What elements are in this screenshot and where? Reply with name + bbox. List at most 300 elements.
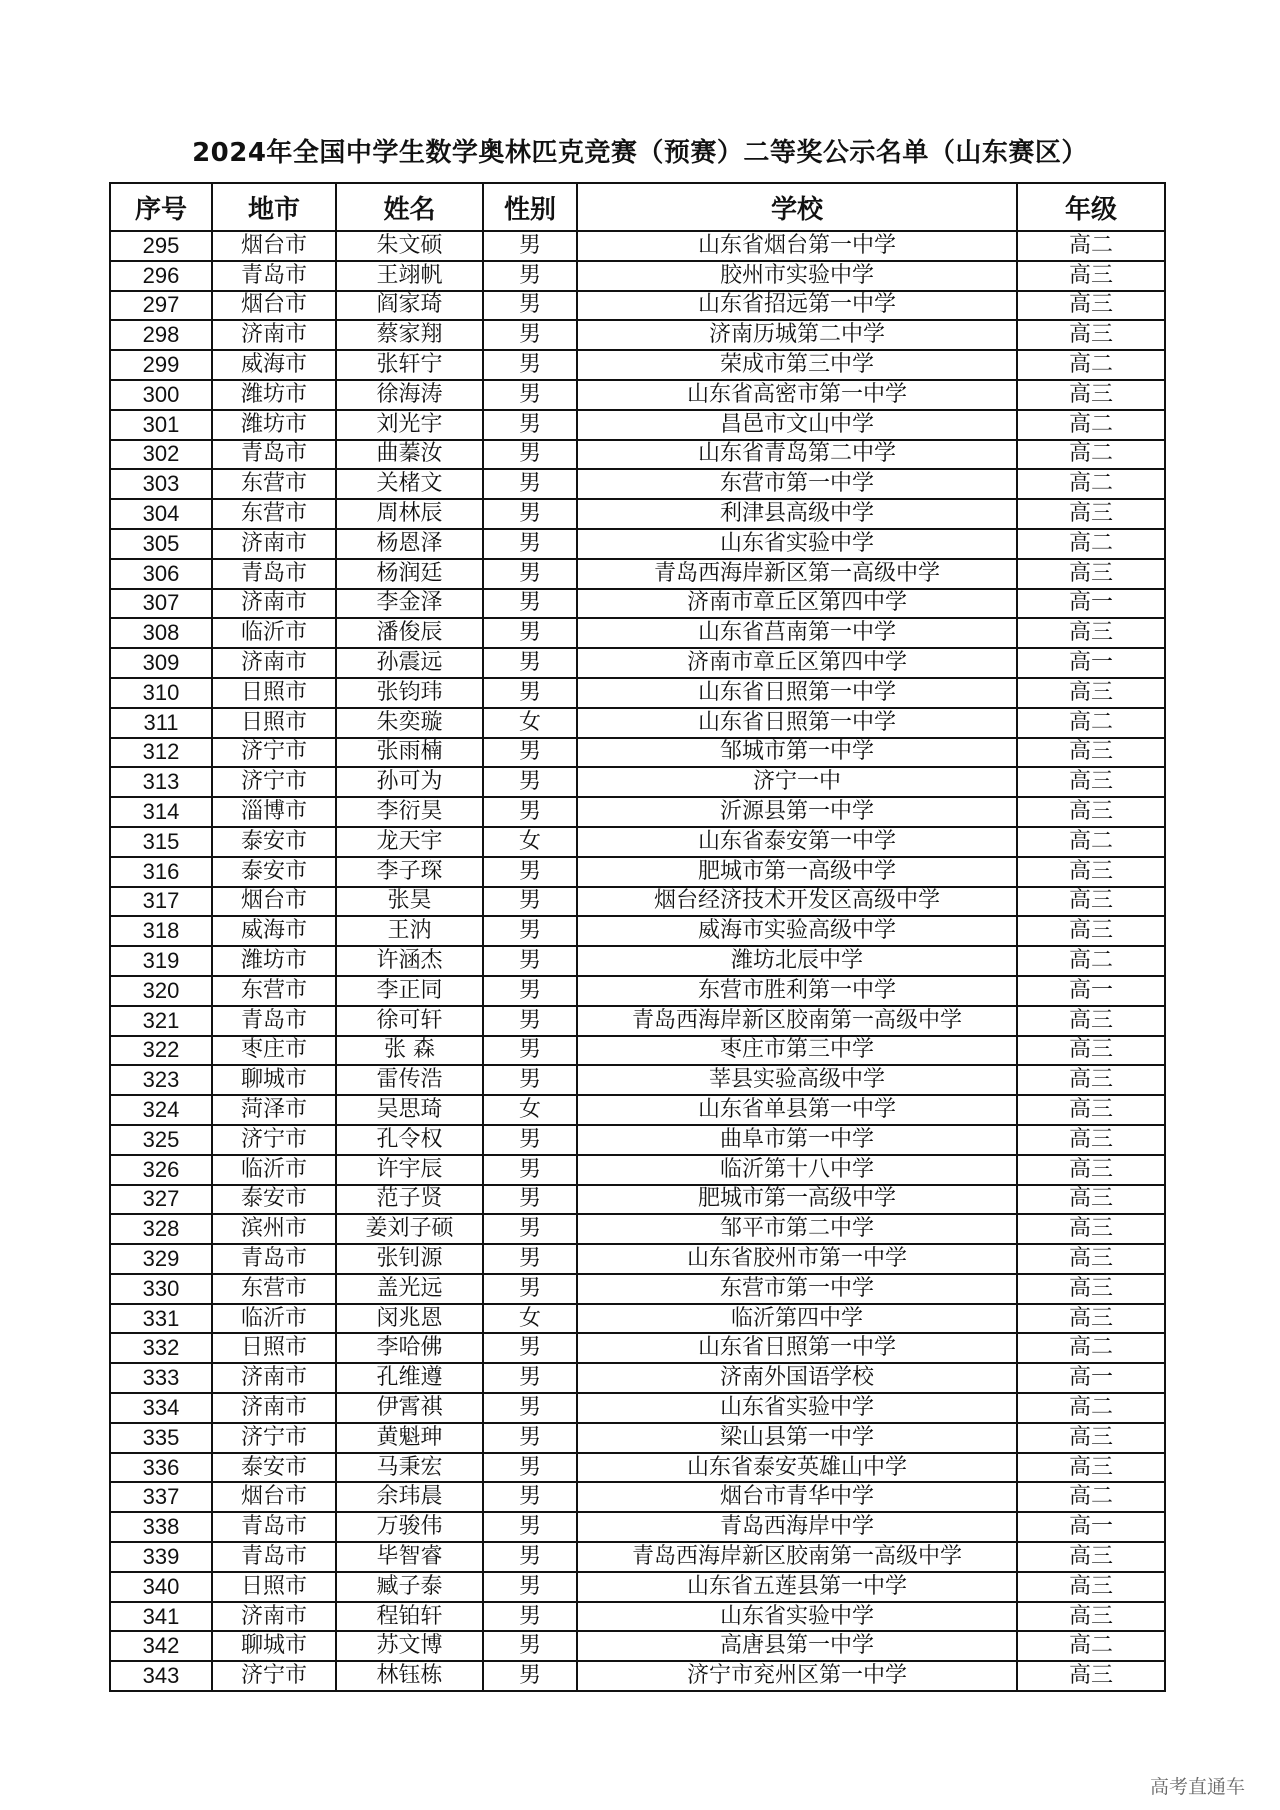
cell-serial: 316	[110, 857, 212, 887]
cell-grade: 高三	[1017, 738, 1165, 768]
cell-serial: 308	[110, 618, 212, 648]
cell-grade: 高三	[1017, 1155, 1165, 1185]
cell-serial: 309	[110, 648, 212, 678]
cell-city: 济南市	[212, 529, 336, 559]
cell-gender: 男	[483, 1631, 577, 1661]
cell-city: 烟台市	[212, 1482, 336, 1512]
cell-city: 潍坊市	[212, 410, 336, 440]
cell-grade: 高三	[1017, 559, 1165, 589]
cell-name: 徐海涛	[336, 380, 483, 410]
cell-name: 王汭	[336, 916, 483, 946]
cell-gender: 男	[483, 1423, 577, 1453]
cell-grade: 高三	[1017, 916, 1165, 946]
cell-name: 孙可为	[336, 767, 483, 797]
table-row	[110, 738, 1165, 768]
cell-grade: 高三	[1017, 261, 1165, 291]
cell-serial: 314	[110, 797, 212, 827]
cell-serial: 340	[110, 1572, 212, 1602]
cell-name: 苏文博	[336, 1631, 483, 1661]
cell-gender: 男	[483, 1333, 577, 1363]
cell-name: 蔡家翔	[336, 320, 483, 350]
award-list-table	[109, 182, 1166, 1692]
cell-school: 山东省日照第一中学	[577, 1333, 1017, 1363]
table-row	[110, 1274, 1165, 1304]
cell-serial: 338	[110, 1512, 212, 1542]
header-school: 学校	[577, 183, 1017, 231]
cell-city: 威海市	[212, 916, 336, 946]
cell-school: 山东省青岛第二中学	[577, 440, 1017, 470]
cell-serial: 333	[110, 1363, 212, 1393]
cell-gender: 男	[483, 1065, 577, 1095]
table-row	[110, 1214, 1165, 1244]
table-row	[110, 976, 1165, 1006]
cell-name: 余玮晨	[336, 1482, 483, 1512]
cell-school: 荣成市第三中学	[577, 350, 1017, 380]
cell-city: 济南市	[212, 589, 336, 619]
cell-serial: 329	[110, 1244, 212, 1274]
cell-name: 范子贤	[336, 1185, 483, 1215]
cell-grade: 高三	[1017, 291, 1165, 321]
page-title: 2024年全国中学生数学奥林匹克竞赛（预赛）二等奖公示名单（山东赛区）	[192, 138, 1088, 168]
cell-city: 济南市	[212, 320, 336, 350]
cell-school: 高唐县第一中学	[577, 1631, 1017, 1661]
cell-name: 黄魁珅	[336, 1423, 483, 1453]
cell-grade: 高三	[1017, 857, 1165, 887]
cell-name: 李衍昊	[336, 797, 483, 827]
cell-city: 临沂市	[212, 1304, 336, 1334]
cell-name: 马秉宏	[336, 1453, 483, 1483]
cell-name: 伊霄祺	[336, 1393, 483, 1423]
table-row	[110, 827, 1165, 857]
cell-school: 肥城市第一高级中学	[577, 1185, 1017, 1215]
table-row	[110, 678, 1165, 708]
cell-city: 济宁市	[212, 1661, 336, 1691]
cell-serial: 341	[110, 1602, 212, 1632]
cell-serial: 318	[110, 916, 212, 946]
table-row	[110, 1244, 1165, 1274]
cell-city: 烟台市	[212, 887, 336, 917]
cell-grade: 高一	[1017, 976, 1165, 1006]
table-header-row	[110, 183, 1165, 231]
cell-serial: 298	[110, 320, 212, 350]
cell-school: 沂源县第一中学	[577, 797, 1017, 827]
cell-city: 日照市	[212, 1333, 336, 1363]
cell-grade: 高一	[1017, 648, 1165, 678]
cell-gender: 男	[483, 469, 577, 499]
cell-grade: 高二	[1017, 1333, 1165, 1363]
cell-name: 张钊源	[336, 1244, 483, 1274]
cell-school: 济南市章丘区第四中学	[577, 589, 1017, 619]
cell-grade: 高三	[1017, 1244, 1165, 1274]
cell-serial: 337	[110, 1482, 212, 1512]
cell-grade: 高三	[1017, 1185, 1165, 1215]
table-row	[110, 291, 1165, 321]
cell-school: 山东省泰安英雄山中学	[577, 1453, 1017, 1483]
cell-gender: 女	[483, 708, 577, 738]
cell-school: 济南外国语学校	[577, 1363, 1017, 1393]
cell-gender: 男	[483, 291, 577, 321]
cell-name: 曲蓁汝	[336, 440, 483, 470]
table-row	[110, 261, 1165, 291]
cell-serial: 313	[110, 767, 212, 797]
cell-grade: 高三	[1017, 1274, 1165, 1304]
cell-city: 青岛市	[212, 1512, 336, 1542]
cell-gender: 男	[483, 559, 577, 589]
cell-serial: 343	[110, 1661, 212, 1691]
cell-grade: 高三	[1017, 1572, 1165, 1602]
cell-name: 龙天宇	[336, 827, 483, 857]
watermark-text: 高考直通车	[1150, 1776, 1246, 1798]
cell-grade: 高三	[1017, 797, 1165, 827]
cell-serial: 330	[110, 1274, 212, 1304]
cell-grade: 高一	[1017, 589, 1165, 619]
table-row	[110, 1631, 1165, 1661]
header-city: 地市	[212, 183, 336, 231]
cell-serial: 295	[110, 231, 212, 261]
cell-serial: 296	[110, 261, 212, 291]
cell-grade: 高三	[1017, 618, 1165, 648]
cell-name: 雷传浩	[336, 1065, 483, 1095]
table-row	[110, 1482, 1165, 1512]
cell-name: 臧子泰	[336, 1572, 483, 1602]
cell-gender: 女	[483, 1095, 577, 1125]
cell-serial: 325	[110, 1125, 212, 1155]
cell-grade: 高二	[1017, 469, 1165, 499]
cell-serial: 336	[110, 1453, 212, 1483]
cell-serial: 332	[110, 1333, 212, 1363]
cell-school: 青岛西海岸新区胶南第一高级中学	[577, 1542, 1017, 1572]
cell-school: 山东省五莲县第一中学	[577, 1572, 1017, 1602]
cell-gender: 男	[483, 1006, 577, 1036]
cell-gender: 男	[483, 618, 577, 648]
cell-school: 临沂第十八中学	[577, 1155, 1017, 1185]
cell-city: 济南市	[212, 648, 336, 678]
table-row	[110, 767, 1165, 797]
cell-city: 济宁市	[212, 1125, 336, 1155]
cell-city: 青岛市	[212, 1542, 336, 1572]
cell-city: 临沂市	[212, 618, 336, 648]
cell-serial: 331	[110, 1304, 212, 1334]
table-row	[110, 1006, 1165, 1036]
cell-name: 许宇辰	[336, 1155, 483, 1185]
cell-serial: 334	[110, 1393, 212, 1423]
cell-serial: 302	[110, 440, 212, 470]
cell-school: 山东省单县第一中学	[577, 1095, 1017, 1125]
cell-city: 烟台市	[212, 291, 336, 321]
cell-serial: 306	[110, 559, 212, 589]
cell-serial: 335	[110, 1423, 212, 1453]
cell-school: 山东省招远第一中学	[577, 291, 1017, 321]
cell-serial: 305	[110, 529, 212, 559]
cell-grade: 高三	[1017, 1125, 1165, 1155]
cell-school: 山东省实验中学	[577, 1602, 1017, 1632]
cell-city: 日照市	[212, 678, 336, 708]
cell-city: 菏泽市	[212, 1095, 336, 1125]
table-row	[110, 380, 1165, 410]
cell-city: 济宁市	[212, 1423, 336, 1453]
cell-city: 泰安市	[212, 857, 336, 887]
cell-name: 吴思琦	[336, 1095, 483, 1125]
cell-school: 济南市章丘区第四中学	[577, 648, 1017, 678]
cell-name: 张雨楠	[336, 738, 483, 768]
cell-gender: 男	[483, 1512, 577, 1542]
cell-name: 孔维遵	[336, 1363, 483, 1393]
cell-school: 济南历城第二中学	[577, 320, 1017, 350]
cell-city: 济南市	[212, 1393, 336, 1423]
cell-school: 邹平市第二中学	[577, 1214, 1017, 1244]
cell-serial: 299	[110, 350, 212, 380]
cell-gender: 男	[483, 261, 577, 291]
cell-grade: 高二	[1017, 440, 1165, 470]
table-row	[110, 320, 1165, 350]
cell-school: 昌邑市文山中学	[577, 410, 1017, 440]
cell-gender: 男	[483, 1542, 577, 1572]
cell-name: 杨恩泽	[336, 529, 483, 559]
cell-gender: 男	[483, 1214, 577, 1244]
cell-gender: 男	[483, 1185, 577, 1215]
cell-city: 聊城市	[212, 1631, 336, 1661]
table-row	[110, 1572, 1165, 1602]
cell-gender: 男	[483, 797, 577, 827]
cell-gender: 男	[483, 887, 577, 917]
cell-gender: 男	[483, 738, 577, 768]
table-row	[110, 1393, 1165, 1423]
cell-city: 青岛市	[212, 1244, 336, 1274]
cell-name: 张 森	[336, 1036, 483, 1066]
table-row	[110, 1453, 1165, 1483]
table-row	[110, 1095, 1165, 1125]
cell-name: 许涵杰	[336, 946, 483, 976]
cell-gender: 男	[483, 1244, 577, 1274]
cell-city: 济宁市	[212, 738, 336, 768]
cell-school: 胶州市实验中学	[577, 261, 1017, 291]
cell-gender: 男	[483, 410, 577, 440]
cell-city: 烟台市	[212, 231, 336, 261]
table-row	[110, 618, 1165, 648]
cell-name: 孔令权	[336, 1125, 483, 1155]
header-name: 姓名	[336, 183, 483, 231]
cell-serial: 301	[110, 410, 212, 440]
cell-grade: 高三	[1017, 887, 1165, 917]
table-row	[110, 1661, 1165, 1691]
cell-gender: 男	[483, 380, 577, 410]
cell-school: 山东省实验中学	[577, 529, 1017, 559]
table-row	[110, 797, 1165, 827]
table-row	[110, 857, 1165, 887]
cell-grade: 高二	[1017, 1482, 1165, 1512]
cell-school: 青岛西海岸新区胶南第一高级中学	[577, 1006, 1017, 1036]
cell-name: 关楮文	[336, 469, 483, 499]
cell-gender: 男	[483, 916, 577, 946]
cell-grade: 高三	[1017, 678, 1165, 708]
cell-grade: 高二	[1017, 350, 1165, 380]
cell-gender: 男	[483, 1274, 577, 1304]
table-row	[110, 1125, 1165, 1155]
cell-name: 徐可轩	[336, 1006, 483, 1036]
table-row	[110, 231, 1165, 261]
cell-city: 枣庄市	[212, 1036, 336, 1066]
cell-name: 李哈佛	[336, 1333, 483, 1363]
cell-gender: 男	[483, 1602, 577, 1632]
table-row	[110, 648, 1165, 678]
cell-name: 李子琛	[336, 857, 483, 887]
cell-school: 青岛西海岸中学	[577, 1512, 1017, 1542]
cell-name: 杨润廷	[336, 559, 483, 589]
cell-name: 李金泽	[336, 589, 483, 619]
cell-gender: 男	[483, 976, 577, 1006]
cell-name: 李正同	[336, 976, 483, 1006]
cell-name: 林钰栋	[336, 1661, 483, 1691]
cell-city: 日照市	[212, 1572, 336, 1602]
cell-grade: 高三	[1017, 1304, 1165, 1334]
table-row	[110, 410, 1165, 440]
cell-gender: 男	[483, 1661, 577, 1691]
cell-city: 泰安市	[212, 1453, 336, 1483]
cell-gender: 男	[483, 1453, 577, 1483]
table-row	[110, 350, 1165, 380]
cell-serial: 319	[110, 946, 212, 976]
cell-gender: 男	[483, 1036, 577, 1066]
cell-gender: 男	[483, 1572, 577, 1602]
cell-city: 泰安市	[212, 827, 336, 857]
cell-city: 威海市	[212, 350, 336, 380]
cell-city: 东营市	[212, 469, 336, 499]
cell-serial: 315	[110, 827, 212, 857]
cell-grade: 高二	[1017, 827, 1165, 857]
cell-gender: 男	[483, 648, 577, 678]
cell-serial: 317	[110, 887, 212, 917]
cell-serial: 300	[110, 380, 212, 410]
cell-gender: 男	[483, 499, 577, 529]
cell-grade: 高三	[1017, 1036, 1165, 1066]
cell-city: 临沂市	[212, 1155, 336, 1185]
cell-gender: 男	[483, 1393, 577, 1423]
cell-school: 东营市第一中学	[577, 469, 1017, 499]
header-grade: 年级	[1017, 183, 1165, 231]
cell-gender: 男	[483, 1155, 577, 1185]
cell-school: 潍坊北辰中学	[577, 946, 1017, 976]
cell-city: 青岛市	[212, 261, 336, 291]
cell-school: 肥城市第一高级中学	[577, 857, 1017, 887]
cell-grade: 高二	[1017, 1631, 1165, 1661]
table-row	[110, 946, 1165, 976]
cell-city: 济宁市	[212, 767, 336, 797]
cell-grade: 高三	[1017, 767, 1165, 797]
cell-grade: 高三	[1017, 1214, 1165, 1244]
cell-name: 朱文硕	[336, 231, 483, 261]
header-gender: 性别	[483, 183, 577, 231]
cell-gender: 男	[483, 350, 577, 380]
cell-grade: 高三	[1017, 1095, 1165, 1125]
table-body	[110, 231, 1165, 1691]
cell-grade: 高三	[1017, 320, 1165, 350]
cell-school: 济宁一中	[577, 767, 1017, 797]
cell-city: 青岛市	[212, 559, 336, 589]
cell-name: 刘光宇	[336, 410, 483, 440]
cell-school: 东营市胜利第一中学	[577, 976, 1017, 1006]
cell-grade: 高二	[1017, 231, 1165, 261]
table-row	[110, 1155, 1165, 1185]
cell-school: 梁山县第一中学	[577, 1423, 1017, 1453]
table-row	[110, 1304, 1165, 1334]
cell-school: 山东省高密市第一中学	[577, 380, 1017, 410]
cell-name: 阎家琦	[336, 291, 483, 321]
cell-serial: 342	[110, 1631, 212, 1661]
cell-gender: 男	[483, 946, 577, 976]
cell-serial: 322	[110, 1036, 212, 1066]
cell-city: 淄博市	[212, 797, 336, 827]
cell-name: 万骏伟	[336, 1512, 483, 1542]
cell-serial: 326	[110, 1155, 212, 1185]
table-row	[110, 1185, 1165, 1215]
table-row	[110, 1363, 1165, 1393]
cell-name: 盖光远	[336, 1274, 483, 1304]
cell-school: 山东省日照第一中学	[577, 678, 1017, 708]
cell-serial: 310	[110, 678, 212, 708]
cell-name: 张钧玮	[336, 678, 483, 708]
cell-gender: 男	[483, 1363, 577, 1393]
cell-school: 山东省实验中学	[577, 1393, 1017, 1423]
table-row	[110, 529, 1165, 559]
cell-name: 姜刘子硕	[336, 1214, 483, 1244]
cell-city: 日照市	[212, 708, 336, 738]
cell-serial: 339	[110, 1542, 212, 1572]
cell-grade: 高一	[1017, 1512, 1165, 1542]
header-serial: 序号	[110, 183, 212, 231]
cell-grade: 高三	[1017, 1602, 1165, 1632]
cell-city: 潍坊市	[212, 946, 336, 976]
cell-school: 山东省胶州市第一中学	[577, 1244, 1017, 1274]
cell-name: 王翊帆	[336, 261, 483, 291]
cell-grade: 高一	[1017, 1363, 1165, 1393]
cell-school: 山东省莒南第一中学	[577, 618, 1017, 648]
cell-name: 孙震远	[336, 648, 483, 678]
table-row	[110, 1542, 1165, 1572]
cell-name: 周林辰	[336, 499, 483, 529]
table-row	[110, 499, 1165, 529]
cell-school: 邹城市第一中学	[577, 738, 1017, 768]
cell-gender: 男	[483, 529, 577, 559]
cell-name: 程铂轩	[336, 1602, 483, 1632]
cell-gender: 女	[483, 827, 577, 857]
cell-city: 东营市	[212, 499, 336, 529]
cell-city: 东营市	[212, 976, 336, 1006]
cell-serial: 327	[110, 1185, 212, 1215]
table-row	[110, 469, 1165, 499]
cell-grade: 高二	[1017, 1393, 1165, 1423]
cell-school: 烟台经济技术开发区高级中学	[577, 887, 1017, 917]
cell-grade: 高三	[1017, 499, 1165, 529]
cell-gender: 男	[483, 857, 577, 887]
cell-serial: 324	[110, 1095, 212, 1125]
table-row	[110, 440, 1165, 470]
cell-school: 莘县实验高级中学	[577, 1065, 1017, 1095]
table-row	[110, 1423, 1165, 1453]
table-row	[110, 916, 1165, 946]
cell-gender: 男	[483, 320, 577, 350]
cell-serial: 311	[110, 708, 212, 738]
cell-name: 潘俊辰	[336, 618, 483, 648]
table-row	[110, 589, 1165, 619]
cell-gender: 男	[483, 1482, 577, 1512]
cell-serial: 328	[110, 1214, 212, 1244]
table-row	[110, 1333, 1165, 1363]
cell-serial: 321	[110, 1006, 212, 1036]
cell-grade: 高三	[1017, 1423, 1165, 1453]
cell-city: 青岛市	[212, 440, 336, 470]
cell-school: 枣庄市第三中学	[577, 1036, 1017, 1066]
cell-name: 张轩宁	[336, 350, 483, 380]
